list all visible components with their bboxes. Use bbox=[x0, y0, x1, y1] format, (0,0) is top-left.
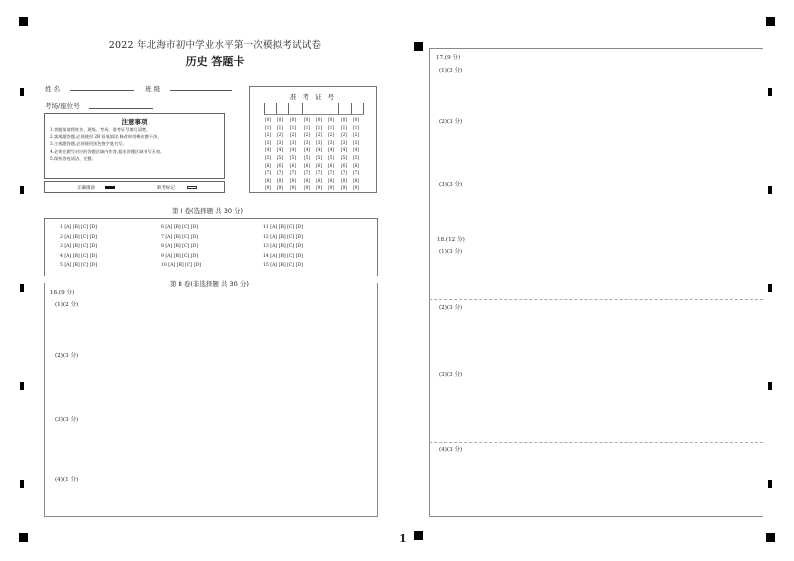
ticket-digit-bubble[interactable]: [2] bbox=[328, 133, 335, 139]
ticket-digit-bubble[interactable]: [5] bbox=[341, 155, 348, 161]
mc-row[interactable]: 12 [A] [B] [C] [D] bbox=[263, 234, 303, 240]
ticket-digit-bubble[interactable]: [3] bbox=[277, 140, 284, 146]
ticket-digit-bubble[interactable]: [1] bbox=[353, 125, 360, 131]
ticket-digit-bubble[interactable]: [2] bbox=[265, 133, 272, 139]
ticket-digit-bubble[interactable]: [9] bbox=[316, 186, 323, 192]
notice-title: 注意事项 bbox=[121, 118, 148, 126]
q16-title: 16.(9 分) bbox=[50, 290, 75, 296]
corner-mark-top-left bbox=[19, 17, 28, 26]
q18-sub-3: (3)(3 分) bbox=[439, 372, 463, 378]
ticket-digit-bubble[interactable]: [4] bbox=[290, 148, 297, 154]
q16-sub-1: (1)(2 分) bbox=[55, 302, 79, 308]
ticket-digit-column[interactable] bbox=[328, 117, 334, 193]
page-number: 1 bbox=[399, 532, 407, 545]
ticket-digit-bubble[interactable]: [8] bbox=[341, 178, 348, 184]
ticket-digit-bubble[interactable]: [6] bbox=[265, 163, 272, 169]
q18-divider bbox=[429, 299, 763, 300]
correct-fill-sample bbox=[105, 186, 115, 189]
ticket-digit-bubble[interactable]: [1] bbox=[265, 125, 272, 131]
notice-item: 5.保持答卷清洁、完整。 bbox=[50, 155, 96, 161]
ticket-digit-bubble[interactable]: [5] bbox=[277, 155, 284, 161]
ticket-digit-column[interactable] bbox=[290, 117, 296, 193]
admission-ticket-box bbox=[249, 86, 377, 193]
ticket-slot-divider bbox=[363, 103, 364, 114]
ticket-digit-bubble[interactable]: [1] bbox=[341, 125, 348, 131]
mc-row[interactable]: 15 [A] [B] [C] [D] bbox=[263, 263, 303, 269]
mc-column-2[interactable] bbox=[161, 223, 201, 271]
ticket-digit-bubble[interactable]: [4] bbox=[353, 148, 360, 154]
side-mark bbox=[20, 186, 24, 194]
notice-item: 3.主观题答题,必须使用黑色签字笔书写。 bbox=[50, 141, 127, 147]
ticket-digit-bubble[interactable]: [6] bbox=[328, 163, 335, 169]
ticket-digit-bubble[interactable]: [3] bbox=[304, 140, 311, 146]
ticket-digit-bubble[interactable]: [8] bbox=[328, 178, 335, 184]
ticket-digit-column[interactable] bbox=[341, 117, 347, 193]
q18-divider bbox=[429, 442, 763, 443]
ticket-digit-bubble[interactable]: [1] bbox=[328, 125, 335, 131]
ticket-digit-bubble[interactable]: [9] bbox=[341, 186, 348, 192]
ticket-digit-bubble[interactable]: [6] bbox=[341, 163, 348, 169]
ticket-digit-column[interactable] bbox=[265, 117, 271, 193]
ticket-digit-bubble[interactable]: [4] bbox=[316, 148, 323, 154]
class-field[interactable] bbox=[170, 90, 232, 91]
ticket-digit-bubble[interactable]: [8] bbox=[277, 178, 284, 184]
missing-mark-checkbox[interactable] bbox=[187, 186, 197, 189]
ticket-digit-bubble[interactable]: [7] bbox=[304, 171, 311, 177]
side-mark bbox=[768, 284, 772, 292]
ticket-digit-bubble[interactable]: [7] bbox=[316, 171, 323, 177]
mc-column-1[interactable] bbox=[60, 223, 97, 271]
ticket-digit-bubble[interactable]: [8] bbox=[290, 178, 297, 184]
mc-row[interactable]: 4 [A] [B] [C] [D] bbox=[60, 253, 97, 259]
subject-title: 历史 答题卡 bbox=[185, 55, 245, 68]
ticket-digit-bubble[interactable]: [5] bbox=[290, 155, 297, 161]
ticket-digit-bubble[interactable]: [7] bbox=[290, 171, 297, 177]
ticket-digit-bubble[interactable]: [8] bbox=[316, 178, 323, 184]
mc-row[interactable]: 13 [A] [B] [C] [D] bbox=[263, 244, 303, 250]
ticket-digit-bubble[interactable]: [7] bbox=[341, 171, 348, 177]
ticket-digit-bubble[interactable]: [9] bbox=[328, 186, 335, 192]
correct-fill-label: 正确填涂 bbox=[77, 186, 95, 191]
ticket-digit-bubble[interactable]: [0] bbox=[328, 118, 335, 123]
ticket-slot-divider bbox=[276, 103, 277, 114]
mc-row[interactable]: 3 [A] [B] [C] [D] bbox=[60, 244, 97, 250]
ticket-digit-bubble[interactable]: [4] bbox=[328, 148, 335, 154]
mc-row[interactable]: 11 [A] [B] [C] [D] bbox=[263, 225, 303, 230]
q16-sub-3: (3)(3 分) bbox=[55, 417, 79, 423]
mc-row[interactable]: 6 [A] [B] [C] [D] bbox=[161, 225, 198, 230]
name-field[interactable] bbox=[70, 90, 134, 91]
ticket-digit-bubble[interactable]: [5] bbox=[353, 155, 360, 161]
missing-mark-label: 缺考标记 bbox=[157, 186, 175, 191]
q18-sub-2: (2)(3 分) bbox=[439, 305, 463, 311]
ticket-digit-bubble[interactable]: [9] bbox=[304, 186, 311, 192]
ticket-digit-bubble[interactable]: [2] bbox=[304, 133, 311, 139]
ticket-digit-bubble[interactable]: [5] bbox=[328, 155, 335, 161]
exam-title: 2022 年北海市初中学业水平第一次模拟考试试卷 bbox=[108, 40, 322, 51]
notice-item: 4.必须在题号对应的答题区域内作答,超出答题区域书写无效。 bbox=[50, 148, 165, 154]
q18-sub-1: (1)(3 分) bbox=[439, 249, 463, 255]
q16-answer-area[interactable] bbox=[44, 283, 378, 517]
part2-title: 第 Ⅱ 卷(非选择题 共 30 分) bbox=[170, 280, 249, 288]
ticket-digit-bubble[interactable]: [7] bbox=[277, 171, 284, 177]
q17-sub-2: (2)(3 分) bbox=[439, 119, 463, 125]
ticket-digit-bubble[interactable]: [0] bbox=[316, 118, 323, 123]
ticket-slot-divider bbox=[288, 103, 289, 114]
ticket-digit-bubble[interactable]: [7] bbox=[265, 171, 272, 177]
ticket-digit-bubble[interactable]: [6] bbox=[290, 163, 297, 169]
ticket-digit-bubble[interactable]: [9] bbox=[290, 186, 297, 192]
q17-title: 17.(9 分) bbox=[436, 55, 461, 61]
ticket-number-line bbox=[264, 114, 364, 115]
ticket-digit-bubble[interactable]: [2] bbox=[316, 133, 323, 139]
notice-item: 2.客观题答题,必须使用 2B 铅笔填涂,修改时用橡皮擦干净。 bbox=[50, 134, 162, 140]
ticket-digit-bubble[interactable]: [4] bbox=[265, 148, 272, 154]
ticket-digit-bubble[interactable]: [7] bbox=[353, 171, 360, 177]
ticket-digit-bubble[interactable]: [5] bbox=[265, 155, 272, 161]
side-mark bbox=[20, 88, 24, 96]
mc-row[interactable]: 2 [A] [B] [C] [D] bbox=[60, 234, 97, 240]
ticket-digit-bubble[interactable]: [0] bbox=[341, 118, 348, 123]
notice-box bbox=[44, 113, 225, 179]
ticket-digit-bubble[interactable]: [1] bbox=[290, 125, 297, 131]
ticket-digit-bubble[interactable]: [7] bbox=[328, 171, 335, 177]
side-mark bbox=[20, 382, 24, 390]
ticket-digit-bubble[interactable]: [6] bbox=[304, 163, 311, 169]
ticket-digit-bubble[interactable]: [2] bbox=[290, 133, 297, 139]
notice-item: 1.答题前请将姓名、班级、考场、准考证号填写清楚。 bbox=[50, 127, 151, 132]
q16-sub-2: (2)(3 分) bbox=[55, 353, 79, 359]
class-label: 班 级 bbox=[145, 85, 161, 93]
ticket-digit-bubble[interactable]: [9] bbox=[353, 186, 360, 192]
ticket-digit-bubble[interactable]: [8] bbox=[304, 178, 311, 184]
room-field[interactable] bbox=[89, 108, 153, 109]
ticket-digit-bubble[interactable]: [5] bbox=[304, 155, 311, 161]
ticket-digit-bubble[interactable]: [8] bbox=[353, 178, 360, 184]
mc-row[interactable]: 7 [A] [B] [C] [D] bbox=[161, 234, 198, 240]
mc-row[interactable]: 10 [A] [B] [C] [D] bbox=[161, 263, 201, 269]
ticket-digit-bubble[interactable]: [9] bbox=[277, 186, 284, 192]
corner-mark-bottom-left bbox=[19, 533, 28, 542]
ticket-digit-column[interactable] bbox=[304, 117, 310, 193]
q17-sub-3: (3)(3 分) bbox=[439, 182, 463, 188]
ticket-digit-bubble[interactable]: [6] bbox=[277, 163, 284, 169]
mc-row[interactable]: 9 [A] [B] [C] [D] bbox=[161, 253, 198, 259]
mc-row[interactable]: 5 [A] [B] [C] [D] bbox=[60, 263, 97, 269]
side-mark bbox=[768, 186, 772, 194]
ticket-digit-bubble[interactable]: [8] bbox=[265, 178, 272, 184]
ticket-digit-bubble[interactable]: [6] bbox=[316, 163, 323, 169]
q17-sub-1: (1)(3 分) bbox=[439, 68, 463, 74]
corner-mark-bottom-right bbox=[766, 533, 775, 542]
ticket-digit-bubble[interactable]: [3] bbox=[265, 140, 272, 146]
ticket-digit-bubble[interactable]: [2] bbox=[353, 133, 360, 139]
q18-title: 18.(12 分) bbox=[437, 237, 465, 243]
mc-row[interactable]: 14 [A] [B] [C] [D] bbox=[263, 253, 303, 259]
q18-sub-4: (4)(3 分) bbox=[439, 447, 463, 453]
side-mark bbox=[768, 382, 772, 390]
ticket-digit-bubble[interactable]: [0] bbox=[304, 118, 311, 123]
mc-column-3[interactable] bbox=[263, 223, 303, 271]
ticket-digit-bubble[interactable]: [0] bbox=[265, 118, 272, 123]
ticket-slot-divider bbox=[351, 103, 352, 114]
ticket-digit-bubble[interactable]: [5] bbox=[316, 155, 323, 161]
ticket-slot-divider bbox=[302, 103, 303, 114]
ticket-slot-divider bbox=[264, 103, 265, 114]
ticket-digit-bubble[interactable]: [4] bbox=[341, 148, 348, 154]
ticket-slot-divider bbox=[338, 103, 339, 114]
ticket-digit-bubble[interactable]: [4] bbox=[304, 148, 311, 154]
ticket-digit-bubble[interactable]: [3] bbox=[328, 140, 335, 146]
ticket-digit-bubble[interactable]: [4] bbox=[277, 148, 284, 154]
ticket-digit-bubble[interactable]: [1] bbox=[277, 125, 284, 131]
ticket-digit-bubble[interactable]: [2] bbox=[341, 133, 348, 139]
name-label: 姓 名 bbox=[45, 85, 61, 93]
side-mark bbox=[20, 480, 24, 488]
mc-row[interactable]: 1 [A] [B] [C] [D] bbox=[60, 225, 97, 230]
ticket-digit-bubble[interactable]: [0] bbox=[277, 118, 284, 123]
side-mark bbox=[768, 480, 772, 488]
right-answer-area[interactable] bbox=[429, 48, 763, 517]
ticket-digit-bubble[interactable]: [6] bbox=[353, 163, 360, 169]
ticket-digit-bubble[interactable]: [3] bbox=[341, 140, 348, 146]
ticket-digit-bubble[interactable]: [1] bbox=[304, 125, 311, 131]
room-label: 考场/座位号 bbox=[45, 102, 80, 110]
ticket-digit-bubble[interactable]: [3] bbox=[290, 140, 297, 146]
ticket-digit-column[interactable] bbox=[316, 117, 322, 193]
ticket-digit-bubble[interactable]: [3] bbox=[316, 140, 323, 146]
mc-row[interactable]: 8 [A] [B] [C] [D] bbox=[161, 244, 198, 250]
ticket-digit-bubble[interactable]: [9] bbox=[265, 186, 272, 192]
ticket-digit-bubble[interactable]: [2] bbox=[277, 133, 284, 139]
ticket-digit-bubble[interactable]: [0] bbox=[290, 118, 297, 123]
ticket-digit-bubble[interactable]: [0] bbox=[353, 118, 360, 123]
ticket-digit-column[interactable] bbox=[353, 117, 359, 193]
q16-sub-4: (4)(1 分) bbox=[55, 477, 79, 483]
ticket-digit-bubble[interactable]: [3] bbox=[353, 140, 360, 146]
fill-example-box bbox=[44, 181, 225, 193]
ticket-digit-column[interactable] bbox=[277, 117, 283, 193]
side-mark bbox=[20, 284, 24, 292]
ticket-title: 准 考 证 号 bbox=[289, 93, 337, 101]
ticket-digit-bubble[interactable]: [1] bbox=[316, 125, 323, 131]
corner-mark-top-right bbox=[766, 17, 775, 26]
alignment-mark-center-top bbox=[414, 42, 423, 51]
side-mark bbox=[768, 88, 772, 96]
alignment-mark-center-bottom bbox=[414, 531, 423, 540]
part1-title: 第 Ⅰ 卷(选择题 共 30 分) bbox=[172, 207, 244, 215]
